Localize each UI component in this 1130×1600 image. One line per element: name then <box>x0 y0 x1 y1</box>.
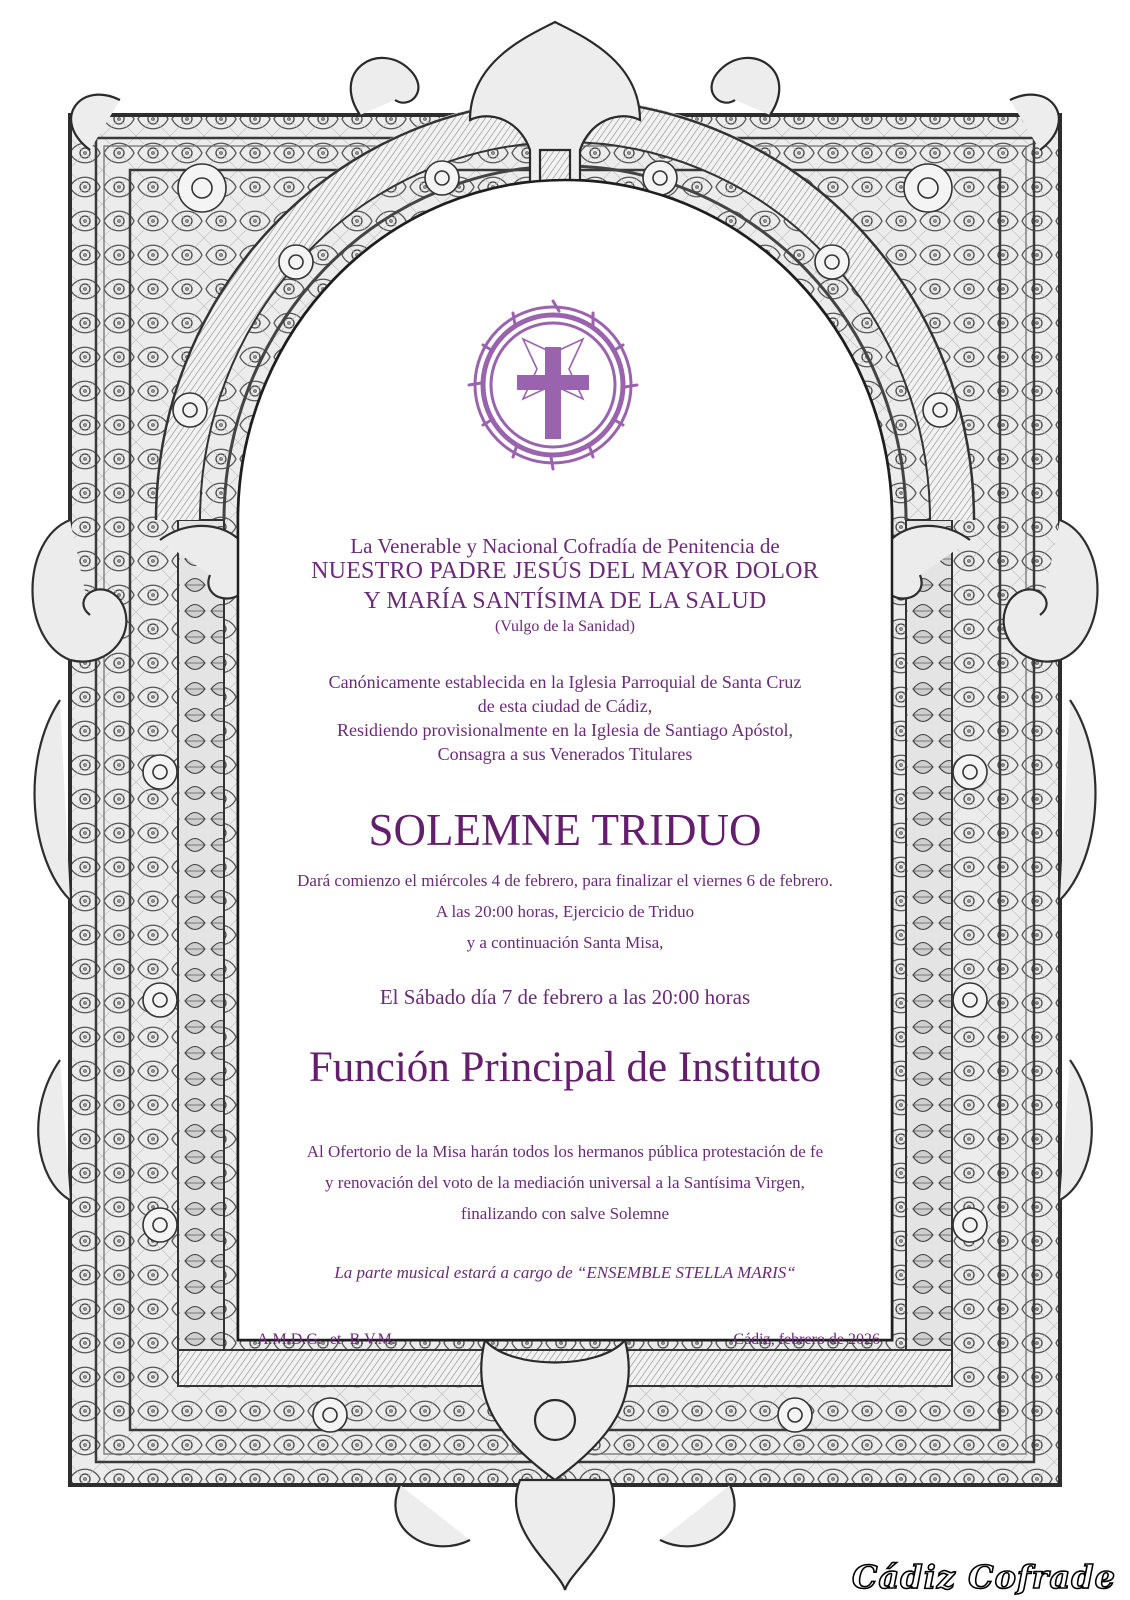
canonical-line-4: Consagra a sus Venerados Titulares <box>437 744 693 764</box>
funcion-title: Función Principal de Instituto <box>308 1044 822 1091</box>
canonical-line-1: Canónicamente establecida en la Iglesia Parroquial de Santa Cruz <box>328 672 802 692</box>
brotherhood-intro: La Venerable y Nacional Cofradía de Penitencia de <box>350 534 780 558</box>
triduo-line-2: A las 20:00 horas, Ejercicio de Triduo <box>435 902 695 921</box>
canonical-line-3: Residiendo provisionalmente en la Iglesia de Santiago Apóstol, <box>337 720 793 740</box>
ofertorio-line-3: finalizando con salve Solemne <box>460 1204 670 1223</box>
cross-crown-of-thorns-icon <box>463 295 643 475</box>
watermark-logo: Cádiz Cofrade <box>852 1558 1116 1596</box>
triduo-line-3: y a continuación Santa Misa, <box>466 933 664 952</box>
triduo-line-1: Dará comienzo el miércoles 4 de febrero, para finalizar el viernes 6 de febrero. <box>297 871 833 890</box>
triduo-title: SOLEMNE TRIDUO <box>368 805 762 855</box>
ofertorio-line-1: Al Ofertorio de la Misa harán todos los hermanos pública protestación de fe <box>306 1142 824 1161</box>
titular-name-maria: Y MARÍA SANTÍSIMA DE LA SALUD <box>363 588 767 614</box>
vulgo-subtitle: (Vulgo de la Sanidad) <box>495 618 635 635</box>
footer-date: Cádiz, febrero de 2026 <box>733 1331 880 1348</box>
footer-amdg: A.M.D.G. et B.V.M. <box>257 1331 396 1348</box>
canonical-line-2: de esta ciudad de Cádiz, <box>477 696 653 716</box>
musical-note: La parte musical estará a cargo de “ENSEMBLE STELLA MARIS“ <box>334 1263 796 1282</box>
ofertorio-line-2: y renovación del voto de la mediación universal a la Santísima Virgen, <box>325 1173 805 1192</box>
funcion-date: El Sábado día 7 de febrero a las 20:00 horas <box>379 985 751 1009</box>
titular-name-jesus: NUESTRO PADRE JESÚS DEL MAYOR DOLOR <box>311 558 819 584</box>
